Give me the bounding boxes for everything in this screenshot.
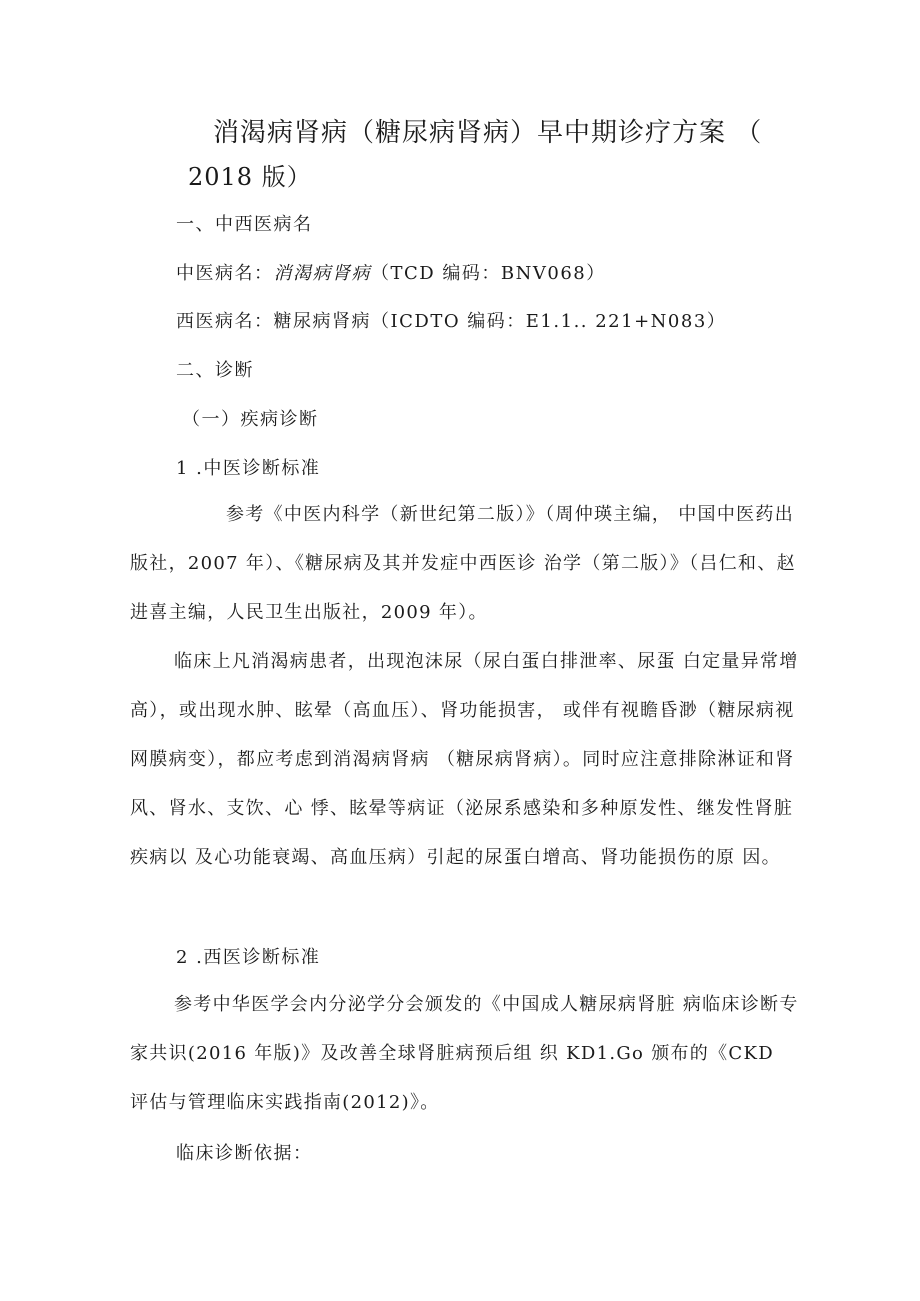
item-1-clinical-paragraph: 临床上凡消渴病患者，出现泡沫尿（尿白蛋白排泄率、尿蛋 白定量异常增高），或出现水肿、眩晕（高血压）、肾功能损害， 或伴有视瞻昏渺（糖尿病视网膜病变），都应考虑到消渴病肾病 （糖尿病肾病）。同时应注意排除淋证和肾风、肾水、支饮、心 悸、眩晕等病证（泌尿系感染和多种原发性、继发性肾脏疾病以 及心功能衰竭、高血压病）引起的尿蛋白增高、肾功能损伤的原 因。: [130, 651, 799, 868]
item-1-heading: 1 .中医诊断标准: [176, 458, 321, 479]
clinical-basis-heading: 临床诊断依据：: [176, 1143, 313, 1164]
section-1-heading: 一、中西医病名: [176, 214, 313, 235]
document-title: 消渴病肾病（糖尿病肾病）早中期诊疗方案 （: [213, 118, 763, 148]
tcm-name-code: （TCD 编码：BNV068）: [371, 263, 606, 284]
subsection-1-heading: （一）疾病诊断: [182, 409, 319, 430]
tcm-name-label: 中医病名：: [176, 263, 274, 284]
item-2-heading: 2 .西医诊断标准: [176, 947, 321, 968]
item-1-reference-paragraph: 参考《中医内科学（新世纪第二版）》（周仲瑛主编， 中国中医药出版社，2007 年）、《糖尿病及其并发症中西医诊 治学（第二版）》（吕仁和、赵进喜主编，人民卫生出版社，2009 年）。: [130, 504, 796, 623]
western-disease-name: 西医病名：糖尿病肾病（ICDTO 编码：E1.1.. 221+N083）: [176, 311, 727, 332]
item-2-reference-paragraph: 参考中华医学会内分泌学分会颁发的《中国成人糖尿病肾脏 病临床诊断专家共识(2016 年版)》及改善全球肾脏病预后组 织 KD1.Go 颁布的《CKD 评估与管理临床实践指南(2012)》。: [130, 994, 799, 1113]
tcm-disease-name: [176, 259, 606, 285]
tcm-name-value: 消渴病肾病: [273, 263, 371, 284]
section-2-heading: 二、诊断: [176, 360, 254, 381]
document-title-continued: 2018 版）: [188, 163, 312, 191]
